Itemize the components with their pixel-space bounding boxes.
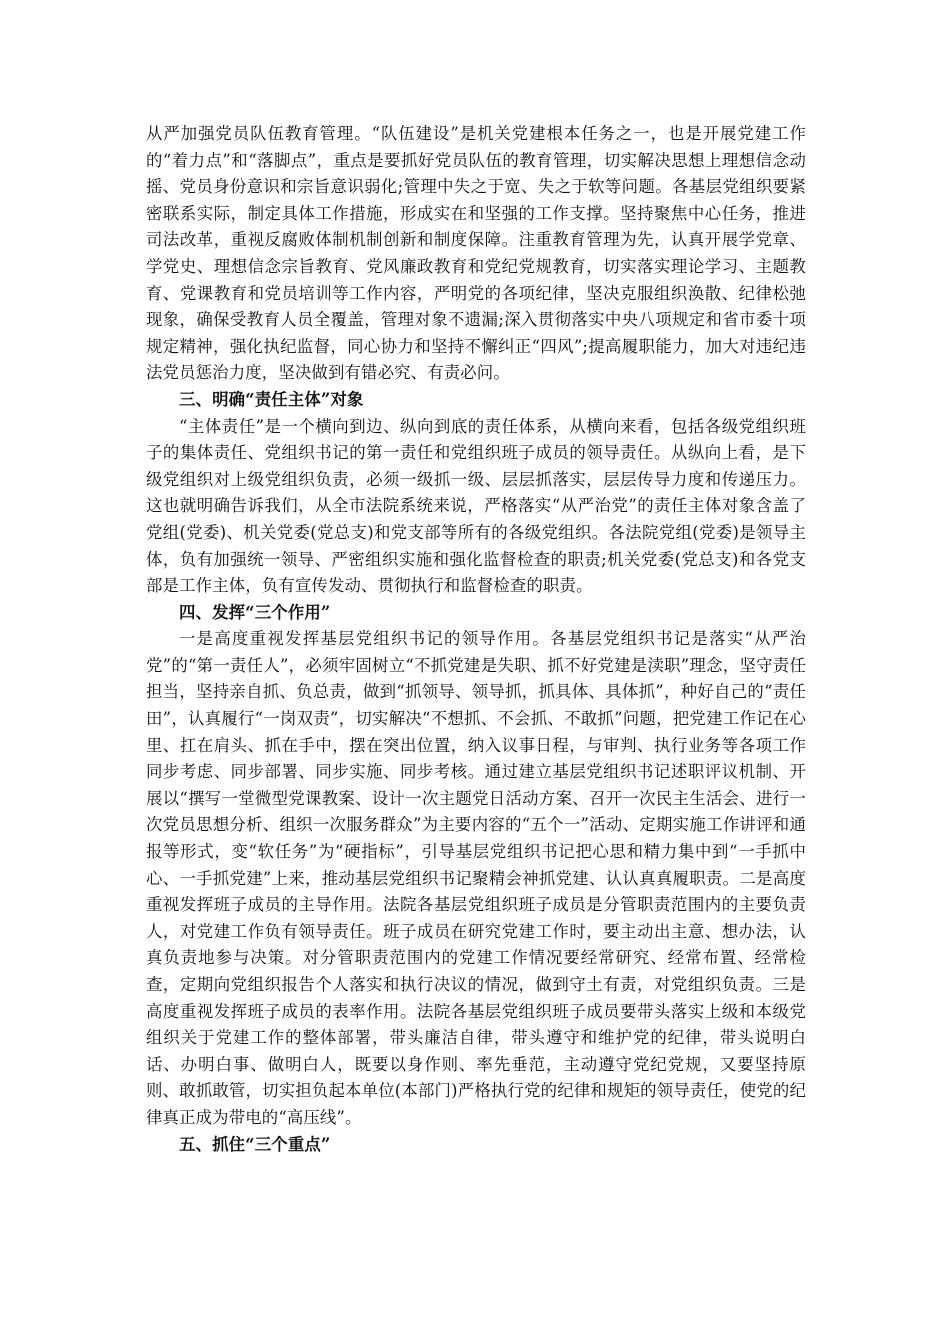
document-body bbox=[146, 121, 806, 1158]
section-heading-3: 三、明确“责任主体”对象 bbox=[179, 389, 364, 409]
section-heading-5: 五、抓住“三个重点” bbox=[179, 1134, 331, 1154]
section-heading-4: 四、发挥“三个作用” bbox=[179, 602, 331, 622]
paragraph-section-4: 一是高度重视发挥基层党组织书记的领导作用。各基层党组织书记是落实“从严治党”的“第一责任人”，必须牢固树立“不抓党建是失职、抓不好党建是渎职”理念，坚守责任担当，坚持亲自抓、负总责，做到“抓领导、领导抓，抓具体、具体抓”，种好自己的“责任田”，认真履行“一岗双责”，切实解决“不想抓、不会抓、不敢抓”问题，把党建工作记在心里、扛在肩头、抓在手中，摆在突出位置，纳入议事日程，与审判、执行业务等各项工作同步考虑、同步部署、同步实施、同步考核。通过建立基层党组织书记述职评议机制、开展以“撰写一堂微型党课教案、设计一次主题党日活动方案、召开一次民主生活会、进行一次党员思想分析、组织一次服务群众”为主要内容的“五个一”活动、定期实施工作讲评和通报等形式，变“软任务”为“硬指标”，引导基层党组织书记把心思和精力集中到“一手抓中心、一手抓党建”上来，推动基层党组织书记聚精会神抓党建、认认真真履职责。二是高度重视发挥班子成员的主导作用。法院各基层党组织班子成员是分管职责范围内的主要负责人，对党建工作负有领导责任。班子成员在研究党建工作时，要主动出主意、想办法，认真负责地参与决策。对分管职责范围内的党建工作情况要经常研究、经常布置、经常检查，定期向党组织报告个人落实和执行决议的情况，做到守土有责，对党组织负责。三是高度重视发挥班子成员的表率作用。法院各基层党组织班子成员要带头落实上级和本级党组织关于党建工作的整体部署，带头廉洁自律，带头遵守和维护党的纪律，带头说明白话、办明白事、做明白人，既要以身作则、率先垂范，主动遵守党纪党规，又要坚持原则、敢抓敢管，切实担负起本单位(本部门)严格执行党的纪律和规矩的领导责任，使党的纪律真正成为带电的“高压线”。 bbox=[146, 629, 806, 1127]
paragraph-continued: 从严加强党员队伍教育管理。“队伍建设”是机关党建根本任务之一，也是开展党建工作的“着力点”和“落脚点”，重点是要抓好党员队伍的教育管理，切实解决思想上理想信念动摇、党员身份意识和宗旨意识弱化;管理中失之于宽、失之于软等问题。各基层党组织要紧密联系实际，制定具体工作措施，形成实在和坚强的工作支撑。坚持聚焦中心任务，推进司法改革，重视反腐败体制机制创新和制度保障。注重教育管理为先，认真开展学党章、学党史、理想信念宗旨教育、党风廉政教育和党纪党规教育，切实落实理论学习、主题教育、党课教育和党员培训等工作内容，严明党的各项纪律，坚决克服组织涣散、纪律松弛现象，确保受教育人员全覆盖，管理对象不遗漏;深入贯彻落实中央八项规定和省市委十项规定精神，强化执纪监督，同心协力和坚持不懈纠正“四风”;提高履职能力，加大对违纪违法党员惩治力度，坚决做到有错必究、有责必问。 bbox=[146, 124, 806, 383]
paragraph-section-3: “主体责任”是一个横向到边、纵向到底的责任体系，从横向来看，包括各级党组织班子的集体责任、党组织书记的第一责任和党组织班子成员的领导责任。从纵向上看，是下级党组织对上级党组织负责，必须一级抓一级、层层抓落实，层层传导力度和传递压力。这也就明确告诉我们，从全市法院系统来说，严格落实“从严治党”的责任主体对象含盖了党组(党委)、机关党委(党总支)和党支部等所有的各级党组织。各法院党组(党委)是领导主体，负有加强统一领导、严密组织实施和强化监督检查的职责;机关党委(党总支)和各党支部是工作主体，负有宣传发动、贯彻执行和监督检查的职责。 bbox=[146, 416, 806, 596]
